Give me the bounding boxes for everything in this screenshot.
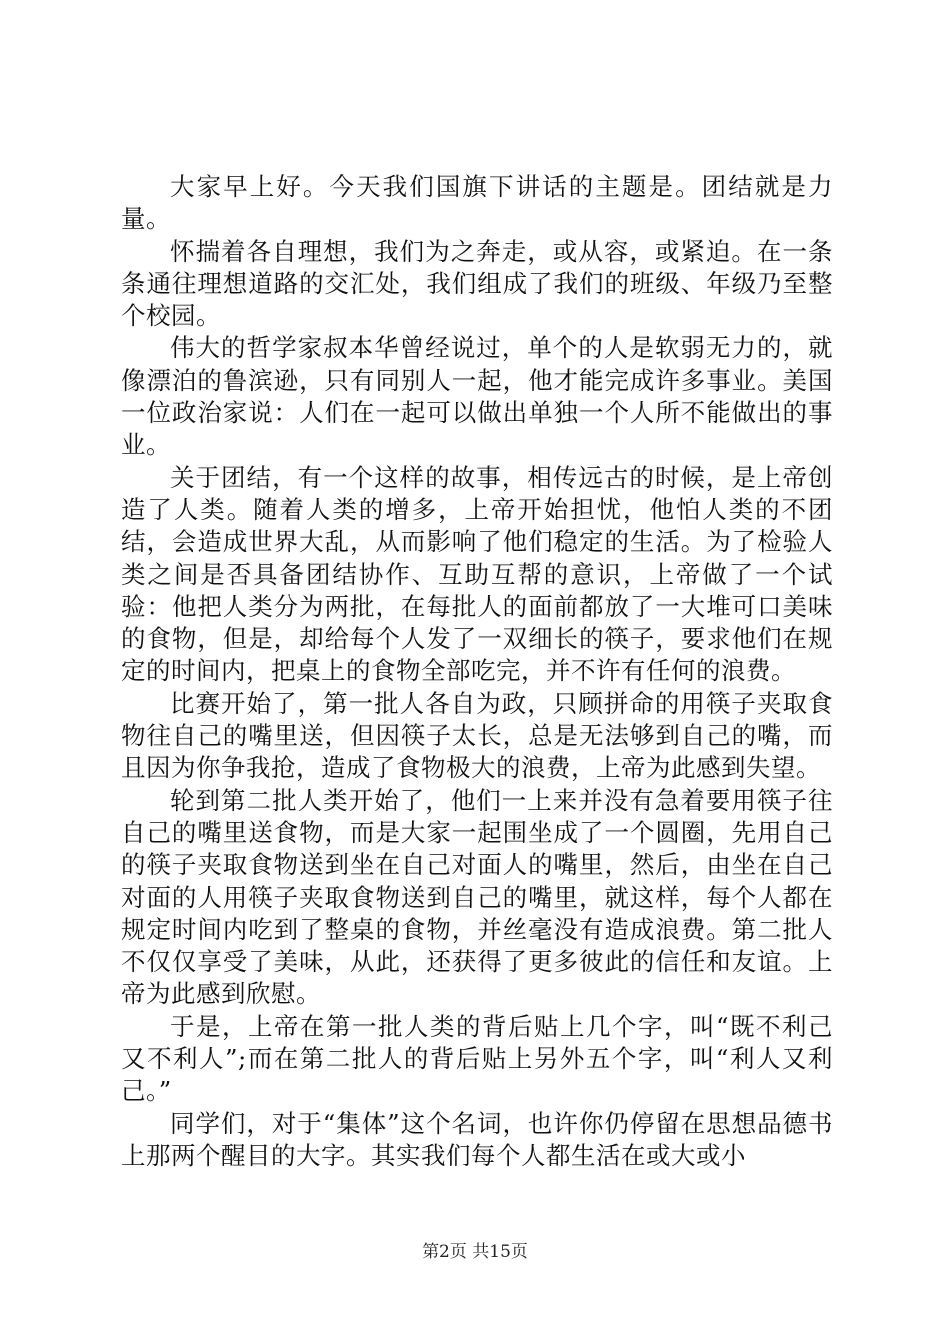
page-number-footer: 第2页 共15页	[422, 1242, 528, 1262]
paragraph: 大家早上好。今天我们国旗下讲话的主题是。团结就是力量。	[121, 172, 833, 234]
paragraph: 关于团结，有一个这样的故事，相传远古的时候，是上帝创造了人类。随着人类的增多，上帝开始担忧，他怕人类的不团结，会造成世界大乱，从而影响了他们稳定的生活。为了检验人类之间是否具备团结协作、互助互帮的意识，上帝做了一个试验：他把人类分为两批，在每批人的面前都放了一大堆可口美味的食物，但是，却给每个人发了一双细长的筷子，要求他们在规定的时间内，把桌上的食物全部吃完，并不许有任何的浪费。	[121, 462, 833, 686]
paragraph: 于是，上帝在第一批人类的背后贴上几个字，叫“既不利己又不利人”;而在第二批人的背后贴上另外五个字，叫“利人又利己。”	[121, 1011, 833, 1106]
paragraph: 伟大的哲学家叔本华曾经说过，单个的人是软弱无力的，就像漂泊的鲁滨逊，只有同别人一起，他才能完成许多事业。美国一位政治家说：人们在一起可以做出单独一个人所不能做出的事业。	[121, 333, 833, 460]
paragraph: 比赛开始了，第一批人各自为政，只顾拼命的用筷子夹取食物往自己的嘴里送，但因筷子太长，总是无法够到自己的嘴，而且因为你争我抢，造成了食物极大的浪费，上帝为此感到失望。	[121, 688, 833, 783]
paragraph: 怀揣着各自理想，我们为之奔走，或从容，或紧迫。在一条条通往理想道路的交汇处，我们组成了我们的班级、年级乃至整个校园。	[121, 236, 833, 331]
paragraph: 轮到第二批人类开始了，他们一上来并没有急着要用筷子往自己的嘴里送食物，而是大家一起围坐成了一个圆圈，先用自己的筷子夹取食物送到坐在自己对面人的嘴里，然后，由坐在自己对面的人用筷子夹取食物送到自己的嘴里，就这样，每个人都在规定时间内吃到了整桌的食物，并丝毫没有造成浪费。第二批人不仅仅享受了美味，从此，还获得了更多彼此的信任和友谊。上帝为此感到欣慰。	[121, 785, 833, 1009]
body-text	[121, 171, 833, 1172]
paragraph: 同学们，对于“集体”这个名词，也许你仍停留在思想品德书上那两个醒目的大字。其实我们每个人都生活在或大或小	[121, 1108, 833, 1170]
